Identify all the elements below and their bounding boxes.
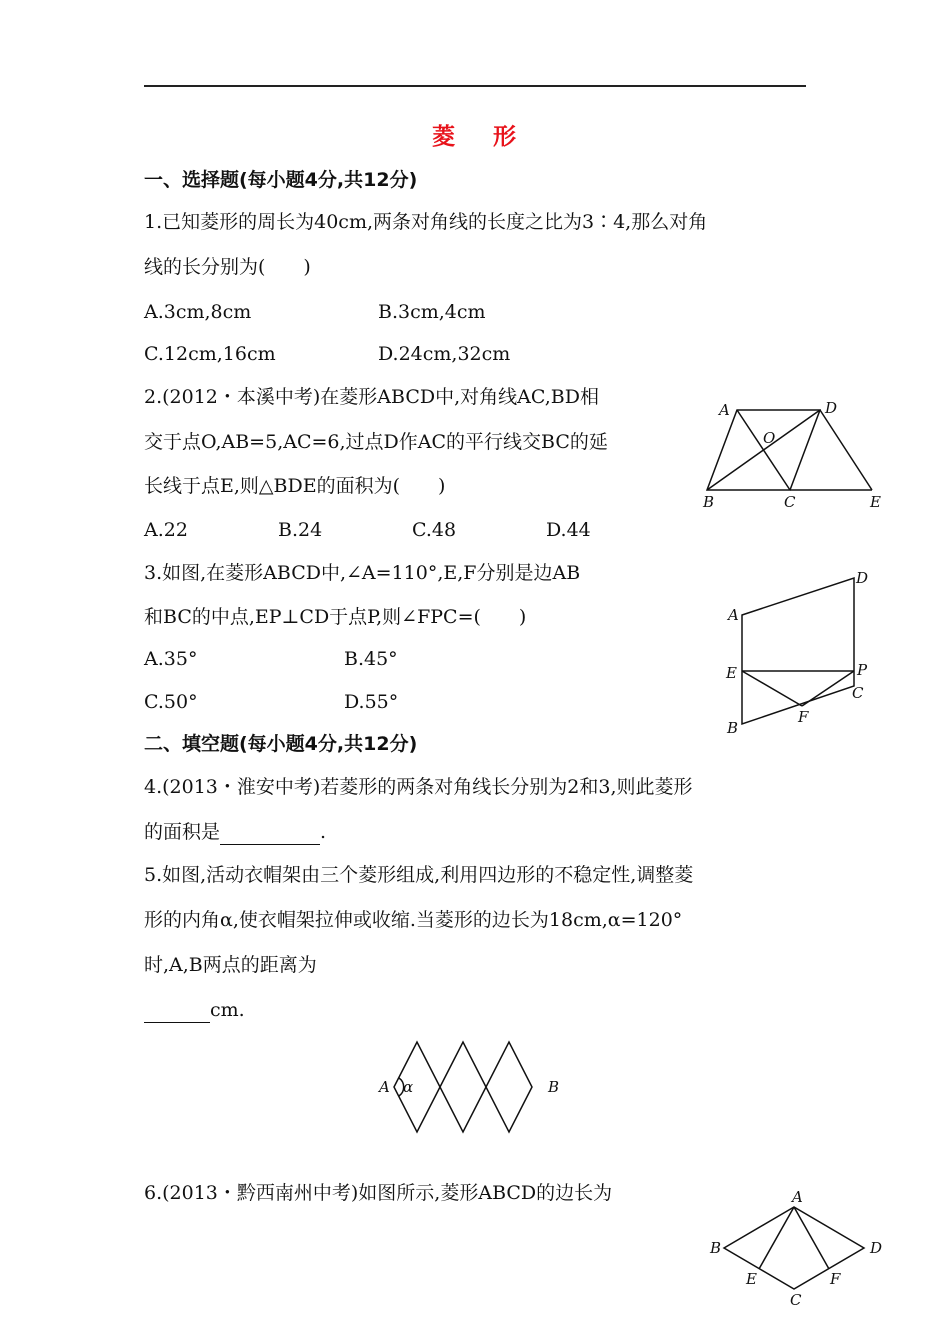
- q1-option-c: C.12cm,16cm: [144, 343, 276, 365]
- q3-label-e: E: [726, 664, 737, 682]
- q4-answer-blank[interactable]: [220, 825, 320, 845]
- q2-line3: 长线于点E,则△BDE的面积为( ): [144, 475, 446, 497]
- q4-line2-suffix: .: [320, 821, 327, 843]
- q5-figure: [370, 1040, 570, 1140]
- q5-rhombus-3: [486, 1042, 532, 1132]
- q5-line4-suffix: cm.: [210, 999, 245, 1021]
- q3-option-a: A.35°: [144, 648, 198, 670]
- q5-line3: 时,A,B两点的距离为: [144, 954, 317, 976]
- q2-option-d: D.44: [546, 519, 591, 541]
- q1-option-b: B.3cm,4cm: [378, 301, 486, 323]
- q5-rhombus-2: [440, 1042, 486, 1132]
- q3-label-p: P: [857, 661, 868, 679]
- q5-label-alpha: α: [403, 1078, 414, 1096]
- q6-label-a: A: [792, 1188, 803, 1206]
- q5-label-a: A: [379, 1078, 390, 1096]
- q2-figure: [690, 395, 890, 515]
- q6-segment-af: [794, 1207, 829, 1269]
- q5-line1: 5.如图,活动衣帽架由三个菱形组成,利用四边形的不稳定性,调整菱: [144, 864, 694, 886]
- q3-segment-ef: [742, 671, 802, 706]
- q5-line4: [144, 998, 245, 1023]
- q6-label-d: D: [870, 1239, 883, 1257]
- title-part2: 形: [493, 123, 518, 150]
- q3-label-f: F: [798, 708, 809, 726]
- q5-answer-blank[interactable]: [144, 1003, 210, 1023]
- q2-option-a: A.22: [144, 519, 188, 541]
- q2-line1: 2.(2012・本溪中考)在菱形ABCD中,对角线AC,BD相: [144, 386, 599, 408]
- q3-option-c: C.50°: [144, 691, 198, 713]
- q2-label-d: D: [825, 399, 838, 417]
- q4-line1: 4.(2013・淮安中考)若菱形的两条对角线长分别为2和3,则此菱形: [144, 776, 693, 798]
- q1-line1: 1.已知菱形的周长为40cm,两条对角线的长度之比为3∶4,那么对角: [144, 211, 708, 233]
- q3-label-a: A: [728, 606, 739, 624]
- q2-option-b: B.24: [278, 519, 323, 541]
- header-rule: [144, 85, 806, 87]
- q6-segment-ae: [759, 1207, 794, 1269]
- q5-line2: 形的内角α,使衣帽架拉伸或收缩.当菱形的边长为18cm,α=120°: [144, 909, 683, 931]
- q2-label-c: C: [784, 493, 796, 511]
- q2-diagonal-bd: [707, 410, 820, 490]
- section1-heading: 一、选择题(每小题4分,共12分): [144, 169, 418, 191]
- q3-line2: 和BC的中点,EP⊥CD于点P,则∠FPC=( ): [144, 606, 527, 628]
- q6-rhombus-abcd: [724, 1207, 864, 1289]
- page-title: [0, 118, 950, 151]
- q6-label-c: C: [790, 1291, 802, 1309]
- q2-label-e: E: [870, 493, 881, 511]
- q2-label-a: A: [719, 401, 730, 419]
- q3-line1: 3.如图,在菱形ABCD中,∠A=110°,E,F分别是边AB: [144, 562, 581, 584]
- q2-segment-de: [820, 410, 872, 490]
- q3-option-d: D.55°: [344, 691, 399, 713]
- q2-option-c: C.48: [412, 519, 457, 541]
- q1-line2: 线的长分别为( ): [144, 256, 311, 278]
- q3-option-b: B.45°: [344, 648, 398, 670]
- q4-line2-prefix: 的面积是: [144, 821, 221, 843]
- q6-label-b: B: [710, 1239, 722, 1257]
- q3-label-c: C: [852, 684, 864, 702]
- q4-line2: [144, 820, 326, 845]
- q2-label-o: O: [763, 429, 776, 447]
- q2-label-b: B: [703, 493, 715, 511]
- q6-figure: [705, 1185, 895, 1315]
- q3-figure: [720, 565, 880, 745]
- q3-label-b: B: [727, 719, 739, 737]
- q3-label-d: D: [856, 569, 869, 587]
- q5-label-b: B: [548, 1078, 560, 1096]
- section2-heading: 二、填空题(每小题4分,共12分): [144, 733, 418, 755]
- title-part1: 菱: [432, 123, 457, 150]
- q3-rhombus-abcd: [742, 578, 854, 724]
- q6-label-f: F: [830, 1270, 841, 1288]
- q6-label-e: E: [746, 1270, 757, 1288]
- q5-rhombus-1: [394, 1042, 440, 1132]
- q1-option-d: D.24cm,32cm: [378, 343, 511, 365]
- q6-line1: 6.(2013・黔西南州中考)如图所示,菱形ABCD的边长为: [144, 1182, 613, 1204]
- q2-line2: 交于点O,AB=5,AC=6,过点D作AC的平行线交BC的延: [144, 431, 608, 453]
- q1-option-a: A.3cm,8cm: [144, 301, 252, 323]
